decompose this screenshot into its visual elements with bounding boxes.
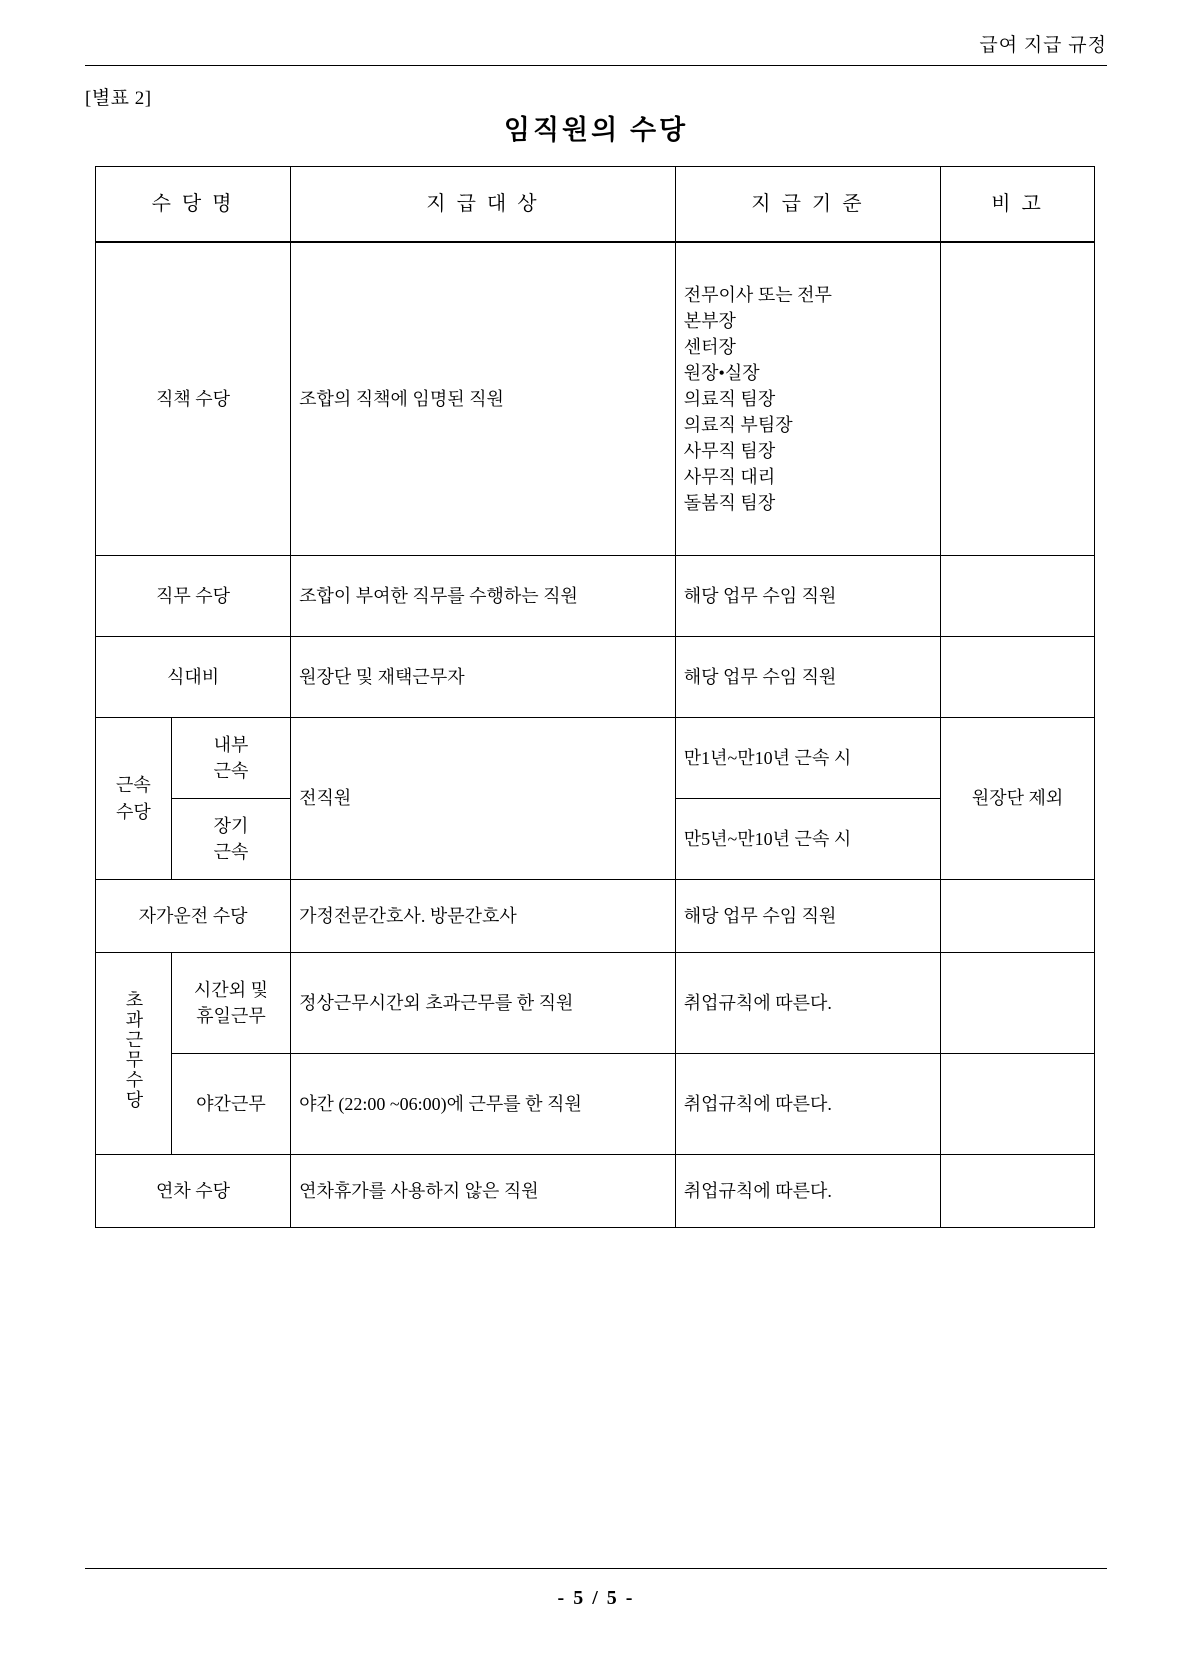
allowance-subname-line: 장기 bbox=[213, 815, 249, 836]
table-header-row bbox=[96, 167, 1095, 243]
cell-allowance-standard: 만1년~만10년 근속 시 bbox=[675, 718, 940, 799]
cell-allowance-standard: 취업규칙에 따른다. bbox=[675, 1054, 940, 1155]
cell-allowance-note bbox=[941, 556, 1095, 637]
column-header-target: 지 급 대 상 bbox=[291, 167, 676, 243]
allowance-subname-line: 근속 bbox=[213, 761, 249, 781]
cell-allowance-standard: 만5년~만10년 근속 시 bbox=[675, 799, 940, 880]
cell-allowance-name bbox=[96, 953, 172, 1155]
standard-line: 사무직 대리 bbox=[683, 467, 776, 488]
cell-allowance-name: 직무 수당 bbox=[96, 556, 291, 637]
allowance-name-line: 근속 bbox=[116, 775, 151, 796]
cell-allowance-target: 가정전문간호사. 방문간호사 bbox=[291, 880, 676, 953]
table-row bbox=[96, 953, 1095, 1054]
cell-allowance-standard bbox=[675, 242, 940, 556]
column-header-note: 비 고 bbox=[941, 167, 1095, 243]
table-row bbox=[96, 242, 1095, 556]
column-header-standard: 지 급 기 준 bbox=[675, 167, 940, 243]
allowance-subname-line: 야간근무 bbox=[196, 1093, 266, 1114]
cell-allowance-note: 원장단 제외 bbox=[941, 718, 1095, 880]
cell-allowance-standard: 해당 업무 수임 직원 bbox=[675, 880, 940, 953]
cell-allowance-target: 전직원 bbox=[291, 718, 676, 880]
cell-allowance-target: 조합의 직책에 임명된 직원 bbox=[291, 242, 676, 556]
cell-allowance-subname bbox=[171, 1054, 290, 1155]
cell-allowance-name: 연차 수당 bbox=[96, 1155, 291, 1228]
allowance-name-line: 수당 bbox=[116, 801, 151, 822]
cell-allowance-note bbox=[941, 953, 1095, 1054]
cell-allowance-name bbox=[96, 718, 172, 880]
cell-allowance-subname bbox=[171, 718, 290, 799]
standard-line: 사무직 팀장 bbox=[683, 441, 776, 462]
cell-allowance-name: 자가운전 수당 bbox=[96, 880, 291, 953]
standard-line: 원장•실장 bbox=[683, 362, 760, 383]
cell-allowance-standard: 취업규칙에 따른다. bbox=[675, 1155, 940, 1228]
cell-allowance-subname bbox=[171, 953, 290, 1054]
cell-allowance-note bbox=[941, 880, 1095, 953]
header-title: 급여 지급 규정 bbox=[979, 35, 1107, 56]
allowance-subname-line: 근속 bbox=[213, 842, 249, 862]
standard-line: 돌봄직 팀장 bbox=[683, 493, 776, 514]
table-row bbox=[96, 880, 1095, 953]
allowance-subname-line: 시간외 및 bbox=[193, 979, 268, 1000]
cell-allowance-standard: 취업규칙에 따른다. bbox=[675, 953, 940, 1054]
allowance-table bbox=[95, 166, 1095, 1228]
table-row bbox=[96, 556, 1095, 637]
cell-allowance-target: 정상근무시간외 초과근무를 한 직원 bbox=[291, 953, 676, 1054]
cell-allowance-note bbox=[941, 1155, 1095, 1228]
cell-allowance-subname bbox=[171, 799, 290, 880]
cell-allowance-target: 연차휴가를 사용하지 않은 직원 bbox=[291, 1155, 676, 1228]
allowance-name-vertical: 초과근무수당 bbox=[123, 989, 144, 1110]
cell-allowance-name: 식대비 bbox=[96, 637, 291, 718]
table-row bbox=[96, 1054, 1095, 1155]
standard-line: 전무이사 또는 전무 bbox=[683, 284, 832, 305]
table-row bbox=[96, 718, 1095, 799]
cell-allowance-name: 직책 수당 bbox=[96, 242, 291, 556]
cell-allowance-standard: 해당 업무 수임 직원 bbox=[675, 637, 940, 718]
page-header bbox=[85, 30, 1107, 70]
cell-allowance-standard: 해당 업무 수임 직원 bbox=[675, 556, 940, 637]
allowance-subname-line: 내부 bbox=[213, 734, 249, 755]
cell-allowance-note bbox=[941, 242, 1095, 556]
standard-line: 본부장 bbox=[683, 310, 736, 331]
allowance-subname-line: 휴일근무 bbox=[196, 1006, 266, 1026]
column-header-name: 수 당 명 bbox=[96, 167, 291, 243]
cell-allowance-target: 조합이 부여한 직무를 수행하는 직원 bbox=[291, 556, 676, 637]
table-tag: [별표 2] bbox=[85, 88, 152, 109]
table-row bbox=[96, 1155, 1095, 1228]
page-number: - 5 / 5 - bbox=[557, 1587, 635, 1609]
standard-line: 의료직 부팀장 bbox=[683, 415, 793, 436]
standard-line: 의료직 팀장 bbox=[683, 388, 776, 409]
page-title: 임직원의 수당 bbox=[503, 115, 689, 145]
cell-allowance-note bbox=[941, 637, 1095, 718]
cell-allowance-note bbox=[941, 1054, 1095, 1155]
standard-line: 센터장 bbox=[683, 336, 736, 357]
cell-allowance-target: 원장단 및 재택근무자 bbox=[291, 637, 676, 718]
page-footer bbox=[85, 1568, 1107, 1610]
header-divider bbox=[85, 65, 1107, 66]
cell-allowance-target: 야간 (22:00 ~06:00)에 근무를 한 직원 bbox=[291, 1054, 676, 1155]
table-row bbox=[96, 637, 1095, 718]
